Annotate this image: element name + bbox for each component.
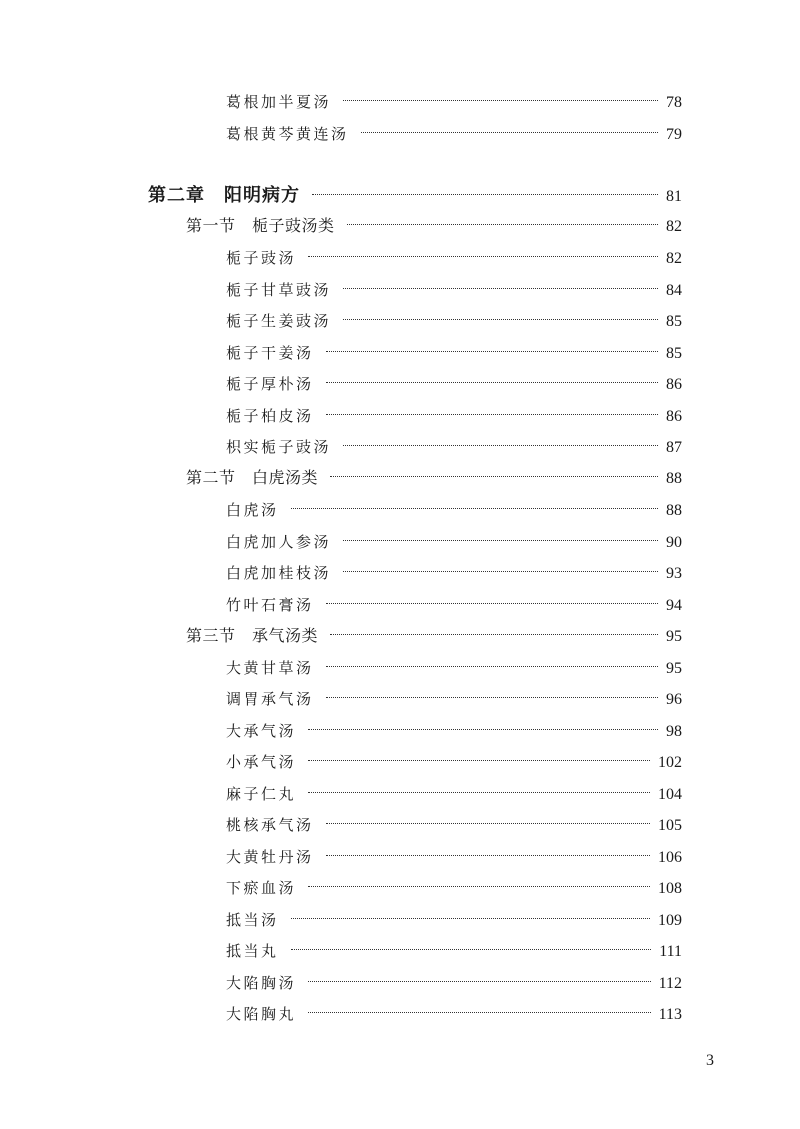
toc-entry-title: 枳实栀子豉汤 <box>226 438 332 456</box>
toc-entry-item <box>226 718 682 744</box>
toc-entry-item <box>226 434 682 460</box>
toc-entry-page: 111 <box>659 943 682 960</box>
toc-entry-item <box>226 277 682 303</box>
toc-entry-title: 抵当汤 <box>226 911 279 929</box>
toc-entry-title: 栀子柏皮汤 <box>226 407 314 425</box>
dot-leader <box>326 697 658 698</box>
toc-entry-section <box>186 465 682 491</box>
dot-leader <box>308 729 658 730</box>
dot-leader <box>326 603 658 604</box>
toc-entry-title: 大陷胸汤 <box>226 974 297 992</box>
toc-entry-page: 84 <box>666 282 682 299</box>
toc-entry-item <box>226 308 682 334</box>
toc-entry-page: 95 <box>666 628 682 645</box>
dot-leader <box>343 319 658 320</box>
toc-entry-title: 第三节 承气汤类 <box>186 626 319 645</box>
dot-leader <box>308 760 650 761</box>
toc-entry-page: 113 <box>658 1006 682 1023</box>
toc-entry-title: 第二节 白虎汤类 <box>186 468 319 487</box>
toc-entry-page: 102 <box>658 754 682 771</box>
dot-leader <box>326 382 658 383</box>
dot-leader <box>326 351 658 352</box>
toc-entry-title: 抵当丸 <box>226 942 279 960</box>
toc-entry-title: 大黄甘草汤 <box>226 659 314 677</box>
toc-entry-item <box>226 560 682 586</box>
toc-entry-item <box>226 371 682 397</box>
toc-entry-item <box>226 655 682 681</box>
toc-entry-title: 麻子仁丸 <box>226 785 297 803</box>
dot-leader <box>343 100 658 101</box>
toc-entry-item <box>226 938 682 964</box>
toc-entry-page: 86 <box>666 408 682 425</box>
toc-entry-title: 大黄牡丹汤 <box>226 848 314 866</box>
toc-entry-item <box>226 875 682 901</box>
toc-entry-item <box>226 686 682 712</box>
toc-entry-item <box>226 970 682 996</box>
toc-entry-page: 82 <box>666 250 682 267</box>
toc-entry-item <box>226 1001 682 1027</box>
dot-leader <box>308 256 658 257</box>
dot-leader <box>308 792 650 793</box>
toc-entry-title: 栀子甘草豉汤 <box>226 281 332 299</box>
toc-entry-title: 第一节 栀子豉汤类 <box>186 216 335 235</box>
dot-leader <box>330 476 658 477</box>
toc-entry-page: 88 <box>666 502 682 519</box>
dot-leader <box>330 634 658 635</box>
toc-entry-page: 98 <box>666 723 682 740</box>
dot-leader <box>312 194 658 195</box>
toc-entry-page: 90 <box>666 534 682 551</box>
toc-entry-item <box>226 907 682 933</box>
toc-entry-title: 白虎加人参汤 <box>226 533 332 551</box>
toc-entry-page: 106 <box>658 849 682 866</box>
toc-entry-section <box>186 623 682 649</box>
dot-leader <box>347 224 658 225</box>
toc-entry-item <box>226 121 682 147</box>
toc-entry-title: 栀子生姜豉汤 <box>226 312 332 330</box>
toc-entry-title: 白虎加桂枝汤 <box>226 564 332 582</box>
toc-entry-title: 栀子干姜汤 <box>226 344 314 362</box>
toc-entry-page: 109 <box>658 912 682 929</box>
dot-leader <box>343 288 658 289</box>
toc-entry-title: 桃核承气汤 <box>226 816 314 834</box>
dot-leader <box>326 666 658 667</box>
toc-entry-page: 85 <box>666 345 682 362</box>
toc-entry-page: 93 <box>666 565 682 582</box>
toc-entry-page: 86 <box>666 376 682 393</box>
dot-leader <box>308 981 651 982</box>
toc-entry-title: 葛根黄芩黄连汤 <box>226 125 349 143</box>
toc-entry-title: 调胃承气汤 <box>226 690 314 708</box>
toc-entry-item <box>226 844 682 870</box>
toc-entry-item <box>226 749 682 775</box>
toc-entry-page: 79 <box>666 126 682 143</box>
toc-entry-title: 大陷胸丸 <box>226 1005 297 1023</box>
toc-entry-title: 下瘀血汤 <box>226 879 297 897</box>
toc-entry-item <box>226 245 682 271</box>
toc-entry-section <box>186 213 682 239</box>
dot-leader <box>291 949 652 950</box>
toc-entry-title: 葛根加半夏汤 <box>226 93 332 111</box>
dot-leader <box>343 540 658 541</box>
toc-entry-item <box>226 89 682 115</box>
toc-entry-item <box>226 497 682 523</box>
page-number: 3 <box>706 1052 714 1069</box>
toc-entry-item <box>226 592 682 618</box>
dot-leader <box>343 571 658 572</box>
toc-entry-page: 112 <box>658 975 682 992</box>
dot-leader <box>308 1012 651 1013</box>
toc-entry-title: 大承气汤 <box>226 722 297 740</box>
dot-leader <box>326 823 650 824</box>
dot-leader <box>308 886 650 887</box>
toc-entry-page: 108 <box>658 880 682 897</box>
toc-entry-page: 82 <box>666 218 682 235</box>
dot-leader <box>361 132 658 133</box>
toc-entry-chapter <box>148 183 682 209</box>
dot-leader <box>326 414 658 415</box>
toc-entry-page: 88 <box>666 470 682 487</box>
dot-leader <box>343 445 658 446</box>
dot-leader <box>291 508 658 509</box>
toc-entry-item <box>226 529 682 555</box>
toc-entry-title: 栀子厚朴汤 <box>226 375 314 393</box>
toc-entry-page: 105 <box>658 817 682 834</box>
toc-entry-item <box>226 403 682 429</box>
toc-entry-item <box>226 812 682 838</box>
toc-entry-page: 94 <box>666 597 682 614</box>
toc-entry-item <box>226 340 682 366</box>
dot-leader <box>291 918 650 919</box>
dot-leader <box>326 855 650 856</box>
toc-entry-page: 81 <box>666 188 682 205</box>
toc-entry-page: 85 <box>666 313 682 330</box>
toc-entry-title: 第二章 阳明病方 <box>148 185 300 206</box>
toc-entry-page: 95 <box>666 660 682 677</box>
toc-entry-title: 栀子豉汤 <box>226 249 297 267</box>
toc-entry-page: 78 <box>666 94 682 111</box>
toc-entry-page: 96 <box>666 691 682 708</box>
toc-entry-item <box>226 781 682 807</box>
toc-entry-page: 104 <box>658 786 682 803</box>
toc-entry-title: 小承气汤 <box>226 753 297 771</box>
toc-entry-title: 白虎汤 <box>226 501 279 519</box>
toc-entry-title: 竹叶石膏汤 <box>226 596 314 614</box>
toc-entry-page: 87 <box>666 439 682 456</box>
